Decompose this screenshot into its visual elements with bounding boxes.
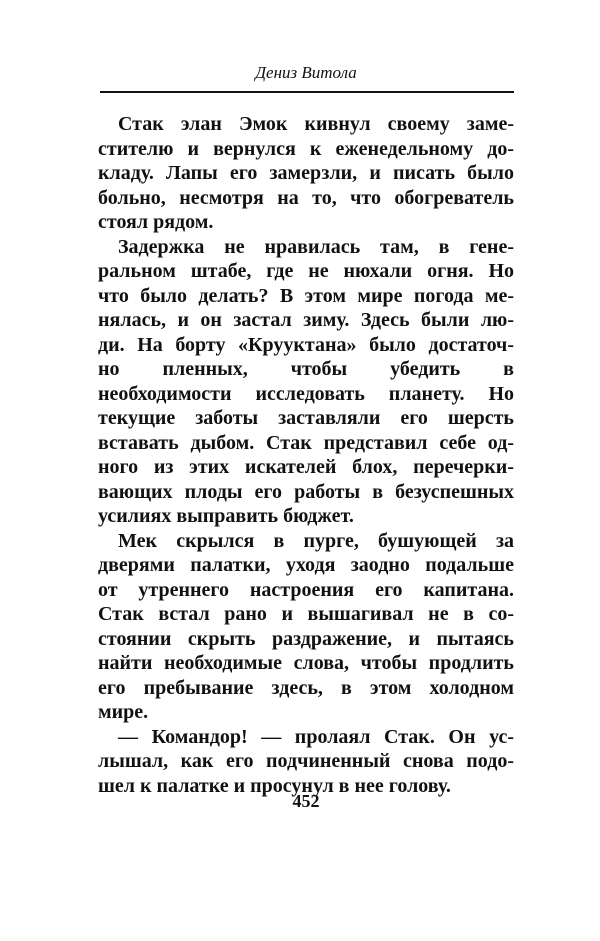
text-line: вающих плоды его работы в безуспешных bbox=[98, 480, 514, 503]
text-line: что было делать? В этом мире погода ме- bbox=[98, 284, 514, 307]
text-line: вставать дыбом. Стак представил себе од- bbox=[98, 431, 514, 454]
text-line: ральном штабе, где не нюхали огня. Но bbox=[98, 260, 514, 282]
text-line: стителю и вернулся к еженедельному до- bbox=[98, 137, 514, 160]
paragraph bbox=[98, 235, 514, 529]
paragraph bbox=[98, 529, 514, 725]
text-line: Задержка не нравилась там, в гене- bbox=[118, 235, 514, 258]
text-line: дверями палатки, уходя заодно подальше bbox=[98, 554, 514, 576]
paragraph bbox=[98, 725, 514, 799]
text-line: Стак элан Эмок кивнул своему заме- bbox=[118, 113, 514, 135]
text-line: стоянии скрыть раздражение, и пытаясь bbox=[98, 627, 514, 650]
running-header: Дениз Витола bbox=[255, 63, 357, 82]
text-line: необходимости исследовать планету. Но bbox=[98, 382, 514, 405]
text-line: — Командор! — пролаял Стак. Он ус- bbox=[118, 725, 514, 748]
text-line: его пребывание здесь, в этом холодном bbox=[98, 676, 514, 699]
page-number: 452 bbox=[292, 791, 320, 811]
text-line: Стак встал рано и вышагивал не в со- bbox=[98, 603, 514, 625]
text-line: от утреннего настроения его капитана. bbox=[98, 578, 514, 601]
text-line: текущие заботы заставляли его шерсть bbox=[98, 407, 514, 429]
text-line: больно, несмотря на то, что обогреватель bbox=[98, 186, 514, 209]
header-rule bbox=[100, 91, 514, 93]
text-line: Мек скрылся в пурге, бушующей за bbox=[118, 529, 514, 552]
text-line: усилиях выправить бюджет. bbox=[98, 505, 354, 527]
text-line: стоял рядом. bbox=[98, 211, 214, 233]
text-line: кладу. Лапы его замерзли, и писать было bbox=[98, 162, 514, 184]
text-line: мире. bbox=[98, 701, 149, 723]
paragraph bbox=[98, 112, 514, 235]
page-body bbox=[98, 112, 514, 798]
text-line: ного из этих искателей блох, перечерки- bbox=[98, 456, 514, 478]
text-line: ди. На борту «Крууктана» было достаточ- bbox=[98, 333, 514, 356]
text-line: лышал, как его подчиненный снова подо- bbox=[98, 750, 514, 772]
text-line: но пленных, чтобы убедить в bbox=[98, 358, 514, 380]
text-line: шел к палатке и просунул в нее голову. bbox=[98, 774, 451, 797]
text-line: найти необходимые слова, чтобы продлить bbox=[98, 652, 514, 674]
text-line: нялась, и он застал зиму. Здесь были лю- bbox=[98, 309, 514, 331]
